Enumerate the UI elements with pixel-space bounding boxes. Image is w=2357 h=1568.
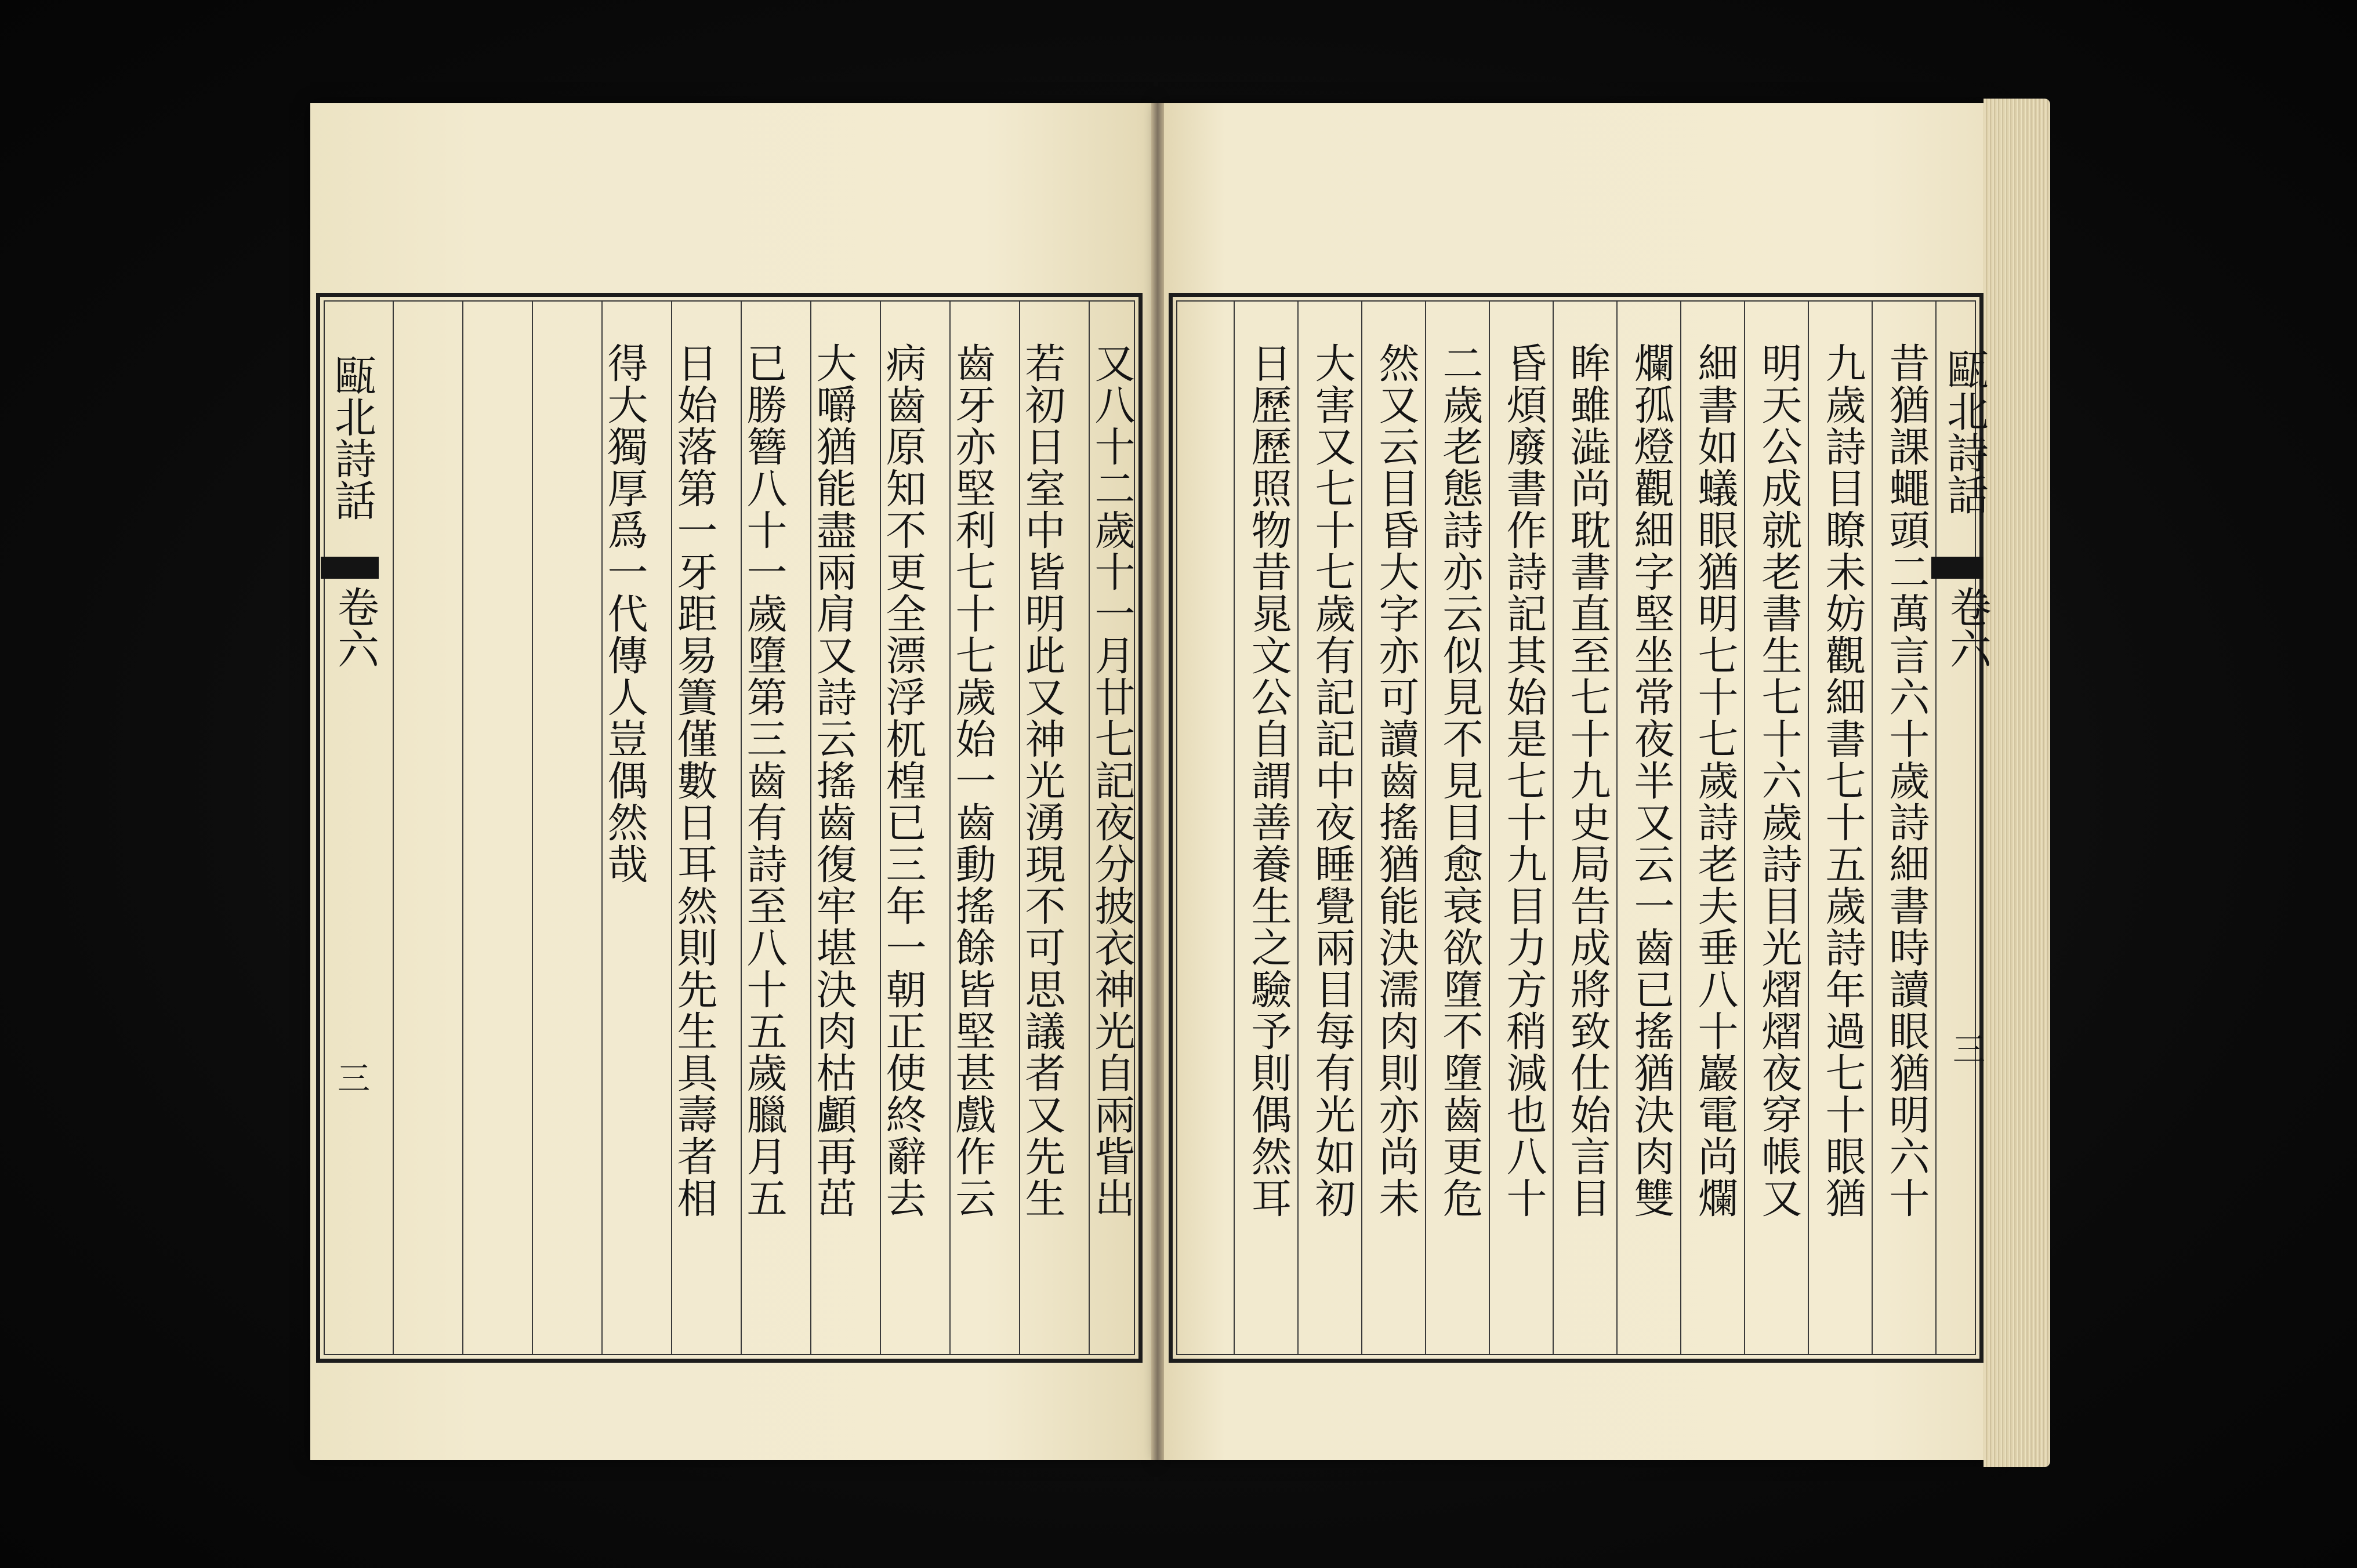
text-column: 已勝簪八十一歲墮第三齒有詩至八十五歲臘月五 xyxy=(740,342,788,1219)
left-volume-label: 卷六 xyxy=(331,586,379,669)
text-column: 眸雖澁尚耽書直至七十九史局告成將致仕始言目 xyxy=(1564,342,1611,1219)
column-rule xyxy=(1808,302,1809,1354)
text-column: 日始落第一牙距易簀僅數日耳然則先生具壽者相 xyxy=(670,342,718,1219)
column-rule xyxy=(1744,302,1745,1354)
column-rule xyxy=(393,302,394,1354)
text-column: 細書如蟻眼猶明七十七歲詩老夫垂八十巖電尚爛 xyxy=(1691,342,1739,1219)
column-rule xyxy=(462,302,463,1354)
left-inner-border xyxy=(324,300,1135,1355)
text-column: 二歲老態詩亦云似見不見目愈衰欲墮不墮齒更危 xyxy=(1436,342,1484,1219)
text-column: 昏煩廢書作詩記其始是七十九目力方稍減也八十 xyxy=(1500,342,1547,1219)
column-rule xyxy=(1234,302,1235,1354)
column-rule xyxy=(1553,302,1554,1354)
book-gutter xyxy=(1151,103,1164,1460)
column-rule xyxy=(1872,302,1873,1354)
left-text-frame xyxy=(316,293,1143,1363)
fishtail-bar xyxy=(1931,557,1983,579)
right-text-frame xyxy=(1169,293,1983,1363)
text-column: 爛孤燈觀細字堅坐常夜半又云一齒已搖猶決肉雙 xyxy=(1627,342,1675,1219)
right-folio-number: 三 xyxy=(1948,1032,1985,1065)
text-column: 九歲詩目瞭未妨觀細書七十五歲詩年過七十眼猶 xyxy=(1819,342,1866,1219)
column-rule xyxy=(1361,302,1362,1354)
page-edges xyxy=(1983,99,2050,1467)
text-column: 得大獨厚爲一代傳人豈偶然哉 xyxy=(601,342,648,885)
column-rule xyxy=(1616,302,1618,1354)
text-column: 齒牙亦堅利七十七歲始一齒動搖餘皆堅甚戲作云 xyxy=(949,342,996,1219)
text-column: 若初日室中皆明此又神光湧現不可思議者又先生 xyxy=(1018,342,1066,1219)
left-folio-number: 三 xyxy=(332,1061,370,1094)
right-inner-border xyxy=(1176,300,1976,1355)
column-rule xyxy=(1297,302,1299,1354)
text-column: 大嚼猶能盡兩肩又詩云搖齒復牢堪決肉枯顱再茁 xyxy=(810,342,857,1219)
text-column: 又八十二歲十一月廿七記夜分披衣神光自兩眥出 xyxy=(1088,342,1136,1219)
column-rule xyxy=(1680,302,1681,1354)
fishtail-bar xyxy=(321,557,379,579)
text-column: 然又云目昏大字亦可讀齒搖猶能決濡肉則亦尚未 xyxy=(1372,342,1420,1219)
right-volume-label: 卷六 xyxy=(1943,586,1992,669)
column-rule xyxy=(1425,302,1426,1354)
text-column: 病齒原知不更全漂浮杌楻已三年一朝正使終辭去 xyxy=(879,342,927,1219)
column-rule xyxy=(532,302,533,1354)
text-column: 昔猶課蠅頭二萬言六十歲詩細書時讀眼猶明六十 xyxy=(1883,342,1930,1219)
left-margin-title: 甌北詩話 xyxy=(328,354,376,521)
text-column: 明天公成就老書生七十六歲詩目光熠熠夜穿帳又 xyxy=(1755,342,1803,1219)
column-rule xyxy=(1489,302,1490,1354)
text-column: 日歷歷照物昔晁文公自謂善養生之驗予則偶然耳 xyxy=(1245,342,1292,1219)
text-column: 大害又七十七歲有記記中夜睡覺兩目每有光如初 xyxy=(1308,342,1356,1219)
right-margin-title: 甌北詩話 xyxy=(1940,348,1989,515)
